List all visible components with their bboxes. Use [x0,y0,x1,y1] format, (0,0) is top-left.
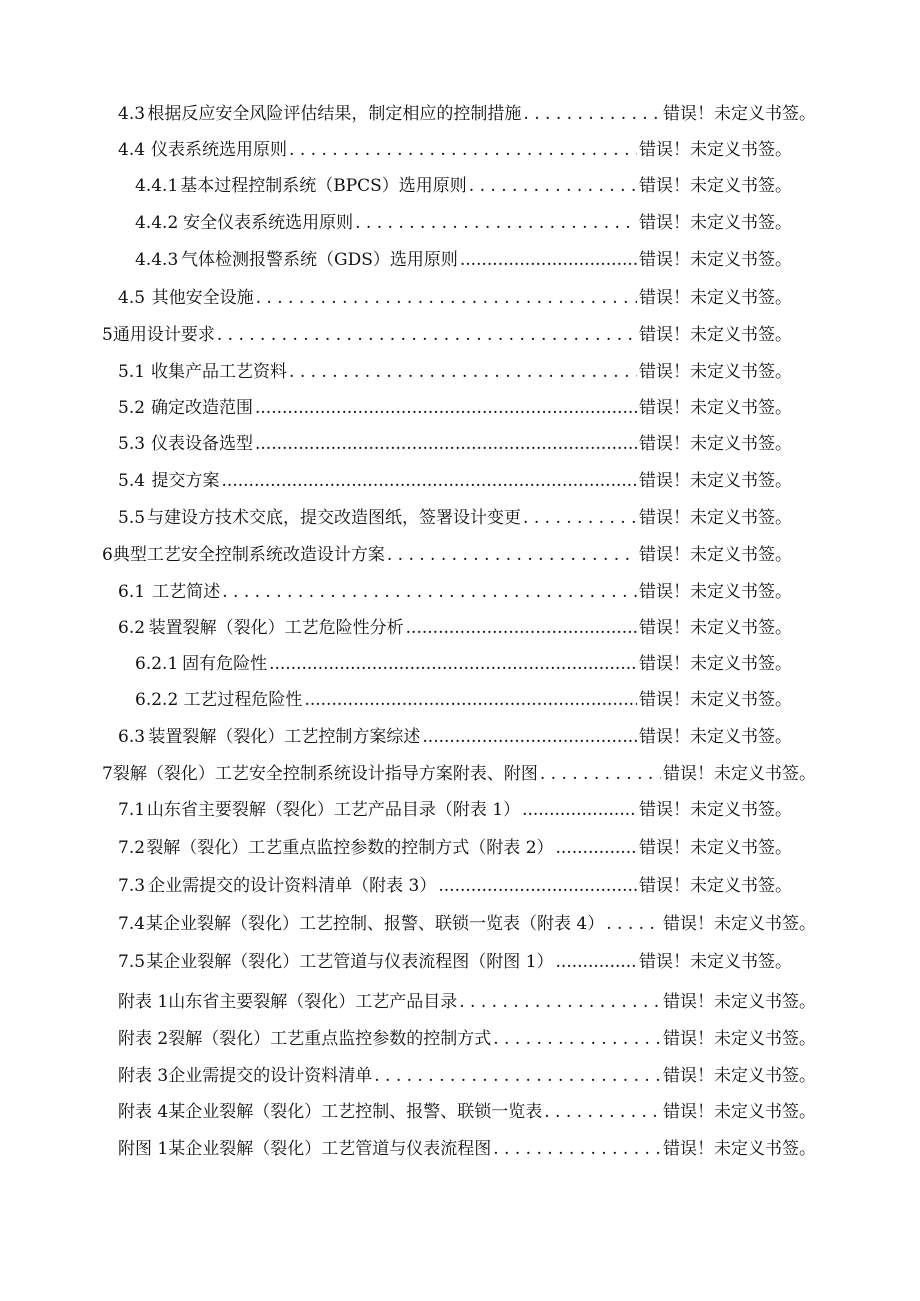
toc-page-ref: 错误！未定义书签。 [639,434,792,454]
toc-page-ref: 错误！未定义书签。 [663,1029,816,1049]
toc-number: 附表 3 [118,1066,169,1086]
toc-entry-7-1[interactable] [118,798,792,822]
toc-number: 5.1 [118,362,146,382]
toc-entry-6-2[interactable] [118,616,792,640]
toc-number: 5.4 [118,471,146,491]
toc-title: 裂解（裂化）工艺安全控制系统设计指导方案附表、附图 [112,764,538,784]
toc-page-ref: 错误！未定义书签。 [639,838,792,858]
dot-leader [438,874,637,898]
dot-leader [304,688,637,712]
toc-number: 4.4.2 [135,213,179,233]
toc-entry-appendix-figure-1[interactable] [118,1137,816,1161]
toc-page-ref: 错误！未定义书签。 [639,618,792,638]
toc-entry-6-2-2[interactable] [135,688,792,712]
dot-leader [469,174,637,198]
toc-title: 企业需提交的设计资料清单（附表 3） [148,876,437,896]
toc-title: 山东省主要裂解（裂化）工艺产品目录（附表 1） [146,800,521,820]
dot-leader [355,211,637,235]
toc-title: 某企业裂解（裂化）工艺控制、报警、联锁一览表（附表 4） [146,914,605,934]
dot-leader [222,469,637,493]
toc-title: 典型工艺安全控制系统改造设计方案 [112,545,385,565]
toc-title: 提交方案 [151,471,220,491]
dot-leader [556,836,637,860]
toc-number: 5 [102,325,113,345]
toc-page-ref: 错误！未定义书签。 [639,213,792,233]
toc-page-ref: 错误！未定义书签。 [639,800,792,820]
toc-entry-5-4[interactable] [118,469,792,493]
toc-number: 4.3 [118,104,146,124]
toc-page-ref: 错误！未定义书签。 [639,471,792,491]
toc-number: 4.5 [118,288,146,308]
toc-entry-appendix-table-2[interactable] [118,1027,816,1051]
toc-number: 附表 1 [118,992,169,1012]
toc-entry-4-4-2[interactable] [135,211,792,235]
toc-entry-5-1[interactable] [118,360,792,384]
toc-title: 气体检测报警系统（GDS）选用原则 [181,250,458,270]
dot-leader [606,912,661,936]
toc-page-ref: 错误！未定义书签。 [639,250,792,270]
toc-page-ref: 错误！未定义书签。 [639,398,792,418]
toc-number: 7.5 [118,952,146,972]
toc-entry-4-3[interactable] [118,102,816,126]
dot-leader [540,762,661,786]
toc-page-ref: 错误！未定义书签。 [639,545,792,565]
dot-leader [255,432,637,456]
toc-entry-5[interactable] [102,323,792,347]
toc-title: 山东省主要裂解（裂化）工艺产品目录 [168,992,458,1012]
toc-title: 通用设计要求 [112,325,215,345]
toc-entry-appendix-table-3[interactable] [118,1064,816,1088]
toc-number: 7.2 [118,838,146,858]
toc-number: 6.2.2 [135,690,179,710]
toc-number: 7.4 [118,914,146,934]
toc-entry-6-1[interactable] [118,580,792,604]
toc-title: 装置裂解（裂化）工艺危险性分析 [148,618,404,638]
toc-title: 仪表设备选型 [151,434,253,454]
toc-entry-6[interactable] [102,543,792,567]
toc-page-ref: 错误！未定义书签。 [663,992,816,1012]
toc-entry-7-5[interactable] [118,950,792,974]
dot-leader [459,990,661,1014]
dot-leader [387,543,637,567]
toc-title: 其他安全设施 [151,288,254,308]
dot-leader [523,506,637,530]
toc-title: 装置裂解（裂化）工艺控制方案综述 [148,727,421,747]
toc-page-ref: 错误！未定义书签。 [639,325,792,345]
dot-leader [523,102,661,126]
toc-page-ref: 错误！未定义书签。 [639,952,792,972]
dot-leader [289,138,637,162]
toc-number: 6.2 [118,618,146,638]
toc-entry-7-3[interactable] [118,874,792,898]
toc-page-ref: 错误！未定义书签。 [663,1139,816,1159]
toc-page-ref: 错误！未定义书签。 [639,690,792,710]
toc-number: 7 [102,764,113,784]
dot-leader [460,248,637,272]
toc-title: 安全仪表系统选用原则 [183,213,354,233]
toc-title: 收集产品工艺资料 [151,362,288,382]
dot-leader [217,323,637,347]
toc-title: 裂解（裂化）工艺重点监控参数的控制方式 [168,1029,492,1049]
dot-leader [522,798,637,822]
toc-entry-6-3[interactable] [118,725,792,749]
toc-title: 基本过程控制系统（BPCS）选用原则 [180,176,467,196]
toc-number: 5.2 [118,398,146,418]
toc-page-ref: 错误！未定义书签。 [639,288,792,308]
toc-title: 裂解（裂化）工艺重点监控参数的控制方式（附表 2） [146,838,554,858]
dot-leader [556,950,637,974]
toc-page-ref: 错误！未定义书签。 [639,176,792,196]
toc-entry-appendix-table-4[interactable] [118,1100,816,1124]
toc-title: 确定改造范围 [151,398,253,418]
dot-leader [255,396,637,420]
toc-number: 附图 1 [118,1139,169,1159]
toc-number: 4.4.3 [135,250,179,270]
toc-number: 5.3 [118,434,146,454]
dot-leader [269,652,637,676]
toc-page-ref: 错误！未定义书签。 [639,654,792,674]
toc-entry-7-2[interactable] [118,836,792,860]
toc-title: 工艺过程危险性 [183,690,303,710]
toc-number: 7.1 [118,800,146,820]
toc-entry-5-5[interactable] [118,506,792,530]
toc-number: 6.2.1 [135,654,179,674]
toc-page-ref: 错误！未定义书签。 [639,362,792,382]
toc-number: 4.4 [118,140,146,160]
toc-entry-4-4-1[interactable] [135,174,792,198]
dot-leader [256,286,637,310]
toc-entry-5-2[interactable] [118,396,792,420]
dot-leader [544,1100,661,1124]
toc-title: 与建设方技术交底，提交改造图纸，签署设计变更 [147,508,522,528]
toc-entry-4-4-3[interactable] [135,248,792,272]
toc-number: 7.3 [118,876,146,896]
toc-title: 企业需提交的设计资料清单 [168,1066,373,1086]
toc-entry-7[interactable] [102,762,816,786]
dot-leader [493,1027,661,1051]
toc-number: 4.4.1 [135,176,179,196]
toc-title: 工艺简述 [152,582,221,602]
toc-page-ref: 错误！未定义书签。 [663,1102,816,1122]
toc-title: 某企业裂解（裂化）工艺管道与仪表流程图（附图 1） [146,952,554,972]
toc-title: 固有危险性 [182,654,268,674]
dot-leader [374,1064,661,1088]
toc-title: 根据反应安全风险评估结果，制定相应的控制措施 [147,104,522,124]
toc-title: 某企业裂解（裂化）工艺管道与仪表流程图 [168,1139,492,1159]
toc-page-ref: 错误！未定义书签。 [639,140,792,160]
toc-title: 仪表系统选用原则 [151,140,288,160]
toc-page-ref: 错误！未定义书签。 [663,914,816,934]
toc-entry-6-2-1[interactable] [135,652,792,676]
toc-entry-7-4[interactable] [118,912,816,936]
toc-page-ref: 错误！未定义书签。 [639,508,792,528]
toc-number: 6 [102,545,113,565]
toc-page-ref: 错误！未定义书签。 [663,764,816,784]
toc-page-ref: 错误！未定义书签。 [639,727,792,747]
toc-entry-4-4[interactable] [118,138,792,162]
toc-entry-4-5[interactable] [118,286,792,310]
toc-page-ref: 错误！未定义书签。 [639,876,792,896]
toc-title: 某企业裂解（裂化）工艺控制、报警、联锁一览表 [168,1102,543,1122]
dot-leader [493,1137,661,1161]
toc-page-ref: 错误！未定义书签。 [663,104,816,124]
toc-number: 6.1 [118,582,146,602]
toc-page-ref: 错误！未定义书签。 [639,582,792,602]
toc-number: 附表 4 [118,1102,169,1122]
dot-leader [222,580,637,604]
dot-leader [406,616,637,640]
toc-page-ref: 错误！未定义书签。 [663,1066,816,1086]
dot-leader [289,360,637,384]
toc-entry-5-3[interactable] [118,432,792,456]
toc-number: 附表 2 [118,1029,169,1049]
toc-number: 6.3 [118,727,146,747]
dot-leader [422,725,637,749]
toc-entry-appendix-table-1[interactable] [118,990,816,1014]
toc-number: 5.5 [118,508,146,528]
